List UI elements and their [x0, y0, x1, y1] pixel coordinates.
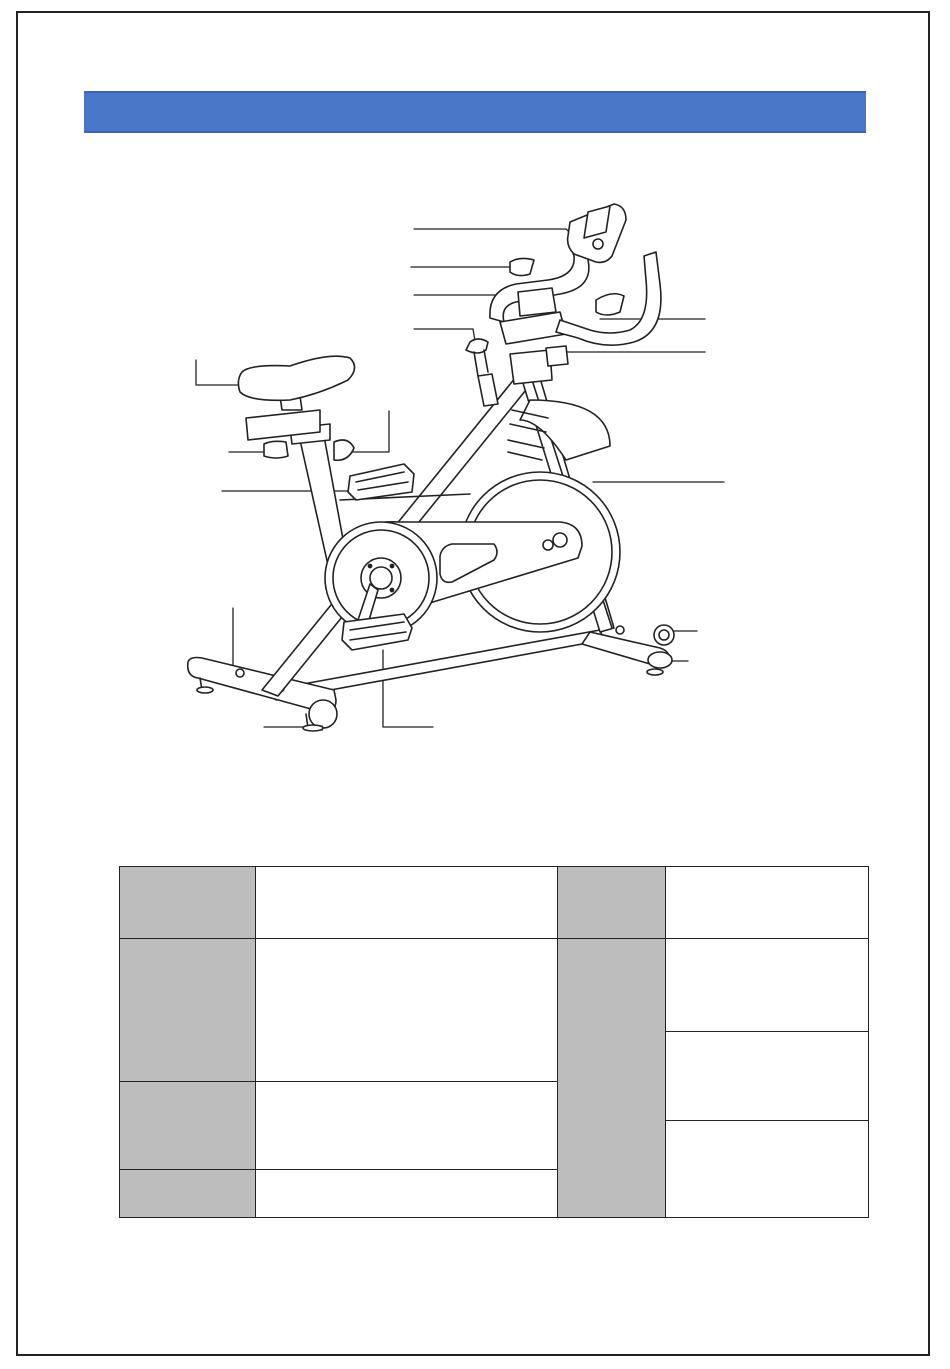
- callout-seat-post-knob: [348, 411, 389, 452]
- handlebars: [490, 240, 661, 345]
- callout-computer: [414, 229, 578, 240]
- spec-value: [666, 1121, 869, 1218]
- spec-label: [558, 939, 666, 1218]
- spec-value: [256, 1082, 558, 1170]
- callout-resistance-knob: [414, 329, 476, 347]
- spec-label: [558, 867, 666, 939]
- spec-value: [256, 939, 558, 1082]
- spec-value: [256, 1170, 558, 1218]
- spec-value: [256, 867, 558, 939]
- spec-value: [666, 867, 869, 939]
- spec-label: [120, 867, 256, 939]
- base-frame: [188, 625, 674, 731]
- spec-table: [119, 866, 869, 1218]
- table-row: [120, 867, 869, 939]
- spec-label: [120, 1082, 256, 1170]
- spec-value: [666, 1032, 869, 1121]
- table-row: [120, 939, 869, 1032]
- seat-assembly: [238, 356, 354, 460]
- spec-value: [666, 939, 869, 1032]
- console: [568, 204, 626, 262]
- spec-label: [120, 1170, 256, 1218]
- spec-label: [120, 939, 256, 1082]
